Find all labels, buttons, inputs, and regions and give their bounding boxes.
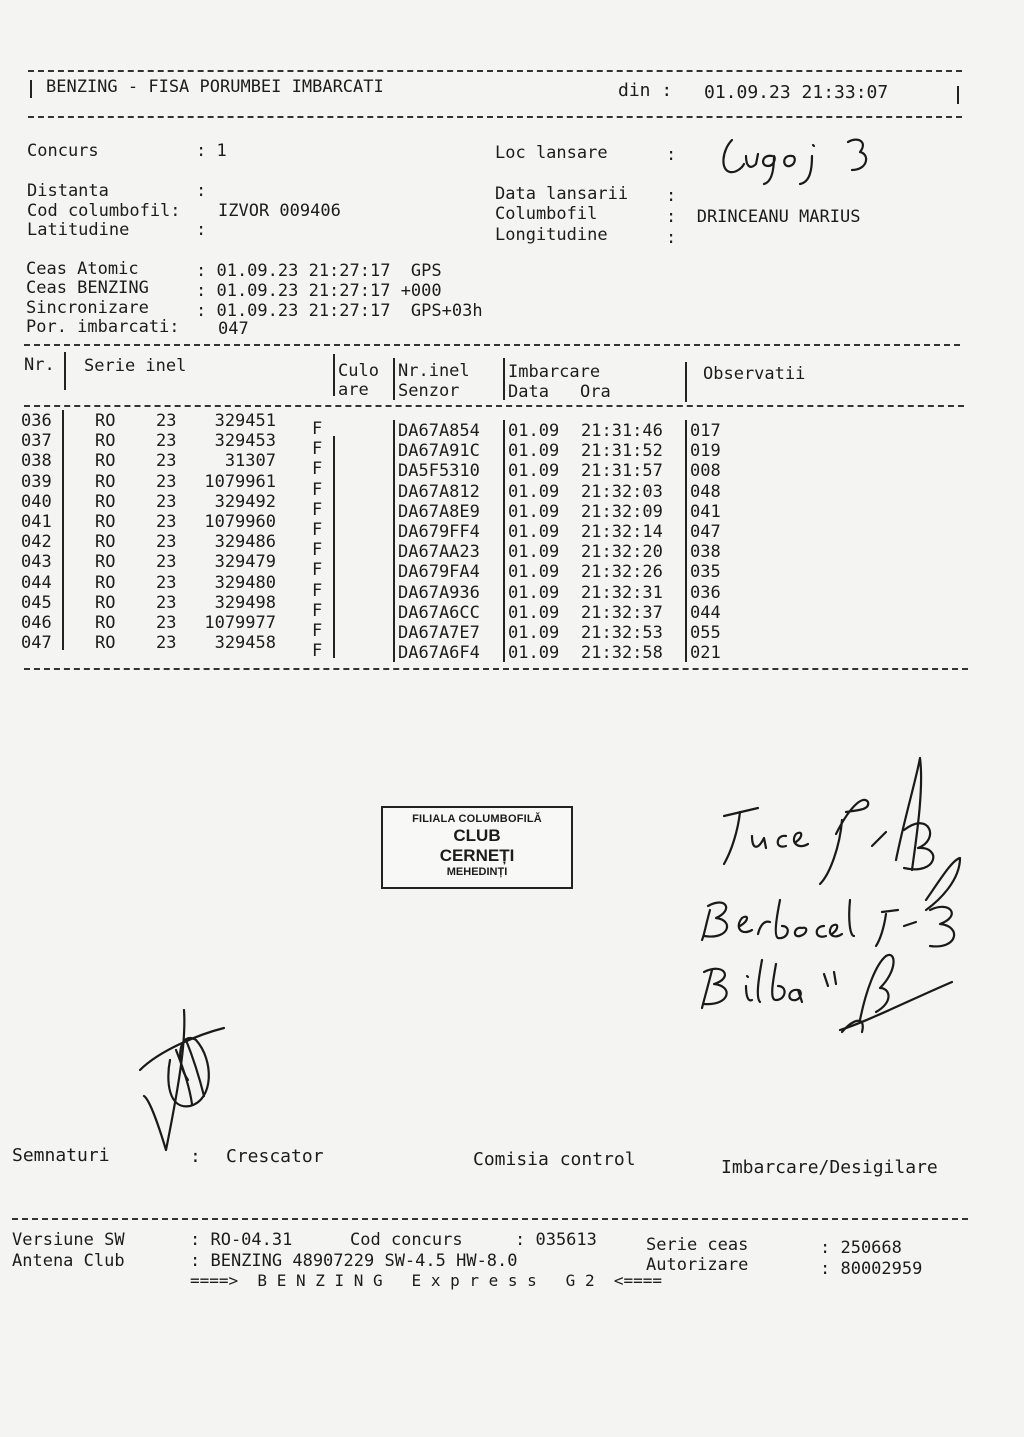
semnaturi-label: Semnaturi bbox=[12, 1145, 110, 1166]
cell-an: 23 bbox=[156, 512, 177, 532]
cell-nr: 046 bbox=[21, 613, 52, 633]
cell-senzor: DA67A812 bbox=[398, 481, 480, 502]
serie-ceas-value: : 250668 bbox=[820, 1238, 902, 1258]
ceas-atomic-value: : 01.09.23 21:27:17 GPS bbox=[196, 261, 442, 281]
cell-inel: 329453 bbox=[214, 431, 276, 452]
din-value: 01.09.23 21:33:07 bbox=[704, 82, 889, 103]
cell-ora: 21:32:26 bbox=[581, 562, 663, 583]
cell-ora: 21:32:31 bbox=[581, 582, 663, 603]
cell-data: 01.09 bbox=[508, 522, 560, 542]
cell-sex: F bbox=[312, 560, 323, 581]
table-column-divider bbox=[503, 420, 505, 662]
cell-inel: 31307 bbox=[224, 451, 276, 472]
cell-inel: 329451 bbox=[214, 411, 276, 431]
imbarcare-desigilare-label: Imbarcare/Desigilare bbox=[721, 1157, 938, 1178]
table-column-divider bbox=[685, 420, 687, 662]
cell-data: 01.09 bbox=[508, 542, 560, 563]
cell-ora: 21:32:37 bbox=[581, 602, 663, 623]
stamp-line-club: CLUB bbox=[453, 826, 501, 845]
antena-club-value: : BENZING 48907229 SW-4.5 HW-8.0 bbox=[190, 1251, 518, 1271]
distanta-value: : bbox=[196, 181, 207, 201]
cell-nr: 043 bbox=[21, 552, 52, 573]
cell-data: 01.09 bbox=[508, 501, 560, 522]
cell-sex: F bbox=[312, 641, 323, 662]
cell-obs: 021 bbox=[690, 643, 721, 664]
cell-sex: F bbox=[312, 600, 323, 621]
cell-sex: F bbox=[312, 419, 323, 439]
table-row bbox=[0, 411, 1024, 441]
cell-inel: 1079960 bbox=[204, 512, 276, 532]
cell-an: 23 bbox=[156, 471, 177, 492]
cell-an: 23 bbox=[156, 411, 177, 431]
col-header-serie-inel: Serie inel bbox=[84, 356, 187, 376]
loc-lansare-handwriting bbox=[712, 130, 882, 190]
cell-sex: F bbox=[312, 520, 323, 540]
col-header-nr-inel: Nr.inel bbox=[398, 361, 470, 381]
cell-senzor: DA679FA4 bbox=[398, 562, 480, 583]
col-divider-observatii bbox=[685, 362, 687, 402]
table-header-rule bbox=[24, 405, 964, 407]
cell-obs: 038 bbox=[690, 542, 721, 563]
ceas-benzing-value: : 01.09.23 21:27:17 +000 bbox=[196, 281, 442, 301]
cell-sex: F bbox=[312, 499, 323, 520]
loc-lansare-label: Loc lansare bbox=[495, 143, 608, 163]
table-top-rule bbox=[24, 344, 960, 346]
ceas-benzing-label: Ceas BENZING bbox=[26, 278, 149, 298]
cell-senzor: DA67A6CC bbox=[398, 602, 480, 623]
cell-data: 01.09 bbox=[508, 582, 560, 603]
header-top-rule bbox=[28, 70, 962, 72]
cell-tara: RO bbox=[95, 471, 116, 492]
cell-obs: 047 bbox=[690, 522, 721, 542]
cell-data: 01.09 bbox=[508, 562, 560, 583]
concurs-label: Concurs bbox=[27, 141, 99, 161]
cell-ora: 21:32:03 bbox=[581, 481, 663, 502]
table-column-divider bbox=[393, 420, 395, 662]
cell-tara: RO bbox=[95, 411, 116, 431]
columbofil-value: : DRINCEANU MARIUS bbox=[666, 207, 861, 227]
ceas-atomic-label: Ceas Atomic bbox=[26, 259, 139, 279]
cod-concurs-label: Cod concurs bbox=[350, 1230, 463, 1250]
cell-ora: 21:32:20 bbox=[581, 542, 663, 563]
col-header-observatii: Observatii bbox=[703, 364, 806, 384]
cell-ora: 21:31:57 bbox=[581, 461, 663, 482]
cell-an: 23 bbox=[156, 633, 177, 654]
cell-nr: 041 bbox=[21, 512, 52, 532]
cell-obs: 055 bbox=[690, 623, 721, 643]
cell-obs: 019 bbox=[690, 441, 721, 462]
table-row bbox=[0, 633, 1024, 664]
col-divider-senzor bbox=[393, 358, 395, 400]
cell-obs: 048 bbox=[690, 481, 721, 502]
cell-inel: 329479 bbox=[214, 552, 276, 573]
antena-club-label: Antena Club bbox=[12, 1251, 125, 1271]
cell-data: 01.09 bbox=[508, 602, 560, 623]
cell-ora: 21:32:58 bbox=[581, 643, 663, 664]
cell-inel: 1079961 bbox=[204, 471, 276, 492]
header-left-bar bbox=[30, 80, 32, 98]
cell-nr: 040 bbox=[21, 491, 52, 512]
cell-nr: 044 bbox=[21, 572, 52, 593]
cell-nr: 036 bbox=[21, 411, 52, 431]
cell-tara: RO bbox=[95, 592, 116, 613]
col-header-nr: Nr. bbox=[24, 355, 55, 375]
cell-senzor: DA679FF4 bbox=[398, 522, 480, 542]
club-stamp bbox=[381, 806, 573, 889]
cell-nr: 037 bbox=[21, 431, 52, 452]
loc-lansare-colon: : bbox=[666, 145, 677, 165]
autorizare-value: : 80002959 bbox=[820, 1259, 923, 1279]
cell-tara: RO bbox=[95, 451, 116, 472]
cell-senzor: DA5F5310 bbox=[398, 461, 480, 482]
cell-obs: 017 bbox=[690, 421, 721, 441]
cell-obs: 044 bbox=[690, 602, 721, 623]
cell-senzor: DA67A6F4 bbox=[398, 643, 480, 664]
cell-tara: RO bbox=[95, 532, 116, 553]
cell-inel: 329480 bbox=[214, 572, 276, 593]
cell-senzor: DA67A7E7 bbox=[398, 623, 480, 643]
col-header-are: are bbox=[338, 380, 369, 400]
stamp-line-cerneti: CERNEȚI bbox=[439, 846, 515, 865]
cell-an: 23 bbox=[156, 532, 177, 553]
cell-sex: F bbox=[312, 459, 323, 480]
cell-an: 23 bbox=[156, 552, 177, 573]
footer-top-rule bbox=[12, 1218, 968, 1220]
cell-inel: 329492 bbox=[214, 491, 276, 512]
cell-an: 23 bbox=[156, 491, 177, 512]
cell-data: 01.09 bbox=[508, 461, 560, 482]
cell-an: 23 bbox=[156, 431, 177, 452]
semnaturi-colon: : bbox=[190, 1146, 201, 1167]
cell-senzor: DA67AA23 bbox=[398, 542, 480, 563]
cell-inel: 1079977 bbox=[204, 613, 276, 633]
cell-obs: 036 bbox=[690, 582, 721, 603]
longitudine-value: : bbox=[666, 228, 677, 248]
commission-handwritten-signatures bbox=[690, 750, 990, 1040]
versiune-sw-label: Versiune SW bbox=[12, 1230, 125, 1250]
cell-tara: RO bbox=[95, 633, 116, 654]
col-divider-imbarcare bbox=[503, 358, 505, 400]
cell-ora: 21:32:09 bbox=[581, 501, 663, 522]
columbofil-label: Columbofil bbox=[495, 204, 598, 224]
longitudine-label: Longitudine bbox=[495, 225, 608, 245]
sincronizare-value: : 01.09.23 21:27:17 GPS+03h bbox=[196, 301, 483, 321]
cell-an: 23 bbox=[156, 613, 177, 633]
cell-an: 23 bbox=[156, 592, 177, 613]
cell-tara: RO bbox=[95, 572, 116, 593]
cell-nr: 039 bbox=[21, 471, 52, 492]
cod-columbofil-label: Cod columbofil: bbox=[27, 201, 181, 221]
document-title: BENZING - FISA PORUMBEI IMBARCATI bbox=[46, 77, 384, 97]
sincronizare-label: Sincronizare bbox=[26, 298, 149, 318]
cell-an: 23 bbox=[156, 572, 177, 593]
cod-columbofil-value: IZVOR 009406 bbox=[218, 201, 341, 221]
latitudine-value: : bbox=[196, 220, 207, 240]
stamp-line-mehedinti: MEHEDINȚI bbox=[446, 866, 508, 878]
comisia-control-label: Comisia control bbox=[473, 1149, 636, 1170]
cell-tara: RO bbox=[95, 431, 116, 452]
cell-inel: 329486 bbox=[214, 532, 276, 553]
cell-ora: 21:32:53 bbox=[581, 623, 663, 643]
serie-ceas-label: Serie ceas bbox=[646, 1235, 749, 1255]
cell-data: 01.09 bbox=[508, 481, 560, 502]
table-column-divider bbox=[333, 436, 335, 658]
cell-data: 01.09 bbox=[508, 421, 560, 441]
distanta-label: Distanta bbox=[27, 181, 109, 201]
cell-data: 01.09 bbox=[508, 643, 560, 664]
concurs-value: : 1 bbox=[196, 141, 227, 161]
cell-tara: RO bbox=[95, 512, 116, 532]
latitudine-label: Latitudine bbox=[27, 220, 130, 240]
cell-ora: 21:31:52 bbox=[581, 441, 663, 462]
col-header-senzor: Senzor bbox=[398, 381, 460, 401]
table-column-divider bbox=[62, 410, 64, 650]
crescator-label: Crescator bbox=[226, 1146, 324, 1167]
table-row bbox=[0, 613, 1024, 643]
cell-obs: 035 bbox=[690, 562, 721, 583]
cell-data: 01.09 bbox=[508, 441, 560, 462]
benzing-express-banner: ====> B E N Z I N G E x p r e s s G 2 <==== bbox=[190, 1271, 663, 1290]
cell-an: 23 bbox=[156, 451, 177, 472]
cell-sex: F bbox=[312, 479, 323, 500]
cell-sex: F bbox=[312, 621, 323, 641]
cell-nr: 045 bbox=[21, 592, 52, 613]
col-divider-nr bbox=[64, 352, 66, 390]
crescator-signature bbox=[130, 1000, 240, 1160]
col-header-imbarcare: Imbarcare bbox=[508, 362, 601, 382]
cell-sex: F bbox=[312, 439, 323, 460]
cell-senzor: DA67A91C bbox=[398, 441, 480, 462]
cod-concurs-value: : 035613 bbox=[515, 1230, 597, 1250]
data-lansarii-value: : bbox=[666, 186, 677, 206]
col-divider-culoare bbox=[333, 354, 335, 396]
table-bottom-rule bbox=[24, 668, 968, 670]
cell-data: 01.09 bbox=[508, 623, 560, 643]
col-header-ora: Ora bbox=[580, 382, 611, 402]
cell-senzor: DA67A8E9 bbox=[398, 501, 480, 522]
data-lansarii-label: Data lansarii bbox=[495, 184, 629, 204]
header-bottom-rule bbox=[28, 116, 962, 118]
col-header-culo: Culo bbox=[338, 361, 379, 381]
por-imbarcati-label: Por. imbarcati: bbox=[26, 317, 180, 337]
autorizare-label: Autorizare bbox=[646, 1255, 749, 1275]
versiune-sw-value: : RO-04.31 bbox=[190, 1230, 293, 1250]
cell-tara: RO bbox=[95, 613, 116, 633]
stamp-line-filiala: FILIALA COLUMBOFILĂ bbox=[412, 813, 542, 825]
cell-inel: 329498 bbox=[214, 592, 276, 613]
din-label: din : bbox=[618, 80, 673, 101]
cell-sex: F bbox=[312, 540, 323, 561]
cell-nr: 042 bbox=[21, 532, 52, 553]
cell-sex: F bbox=[312, 580, 323, 601]
cell-tara: RO bbox=[95, 552, 116, 573]
col-header-data: Data bbox=[508, 382, 549, 402]
cell-inel: 329458 bbox=[214, 633, 276, 654]
cell-tara: RO bbox=[95, 491, 116, 512]
cell-ora: 21:31:46 bbox=[581, 421, 663, 441]
cell-senzor: DA67A936 bbox=[398, 582, 480, 603]
cell-ora: 21:32:14 bbox=[581, 522, 663, 542]
cell-nr: 038 bbox=[21, 451, 52, 472]
cell-nr: 047 bbox=[21, 633, 52, 654]
header-right-bar bbox=[957, 86, 959, 104]
cell-obs: 008 bbox=[690, 461, 721, 482]
por-imbarcati-value: 047 bbox=[218, 319, 249, 339]
table-row bbox=[0, 512, 1024, 542]
cell-senzor: DA67A854 bbox=[398, 421, 480, 441]
cell-obs: 041 bbox=[690, 501, 721, 522]
